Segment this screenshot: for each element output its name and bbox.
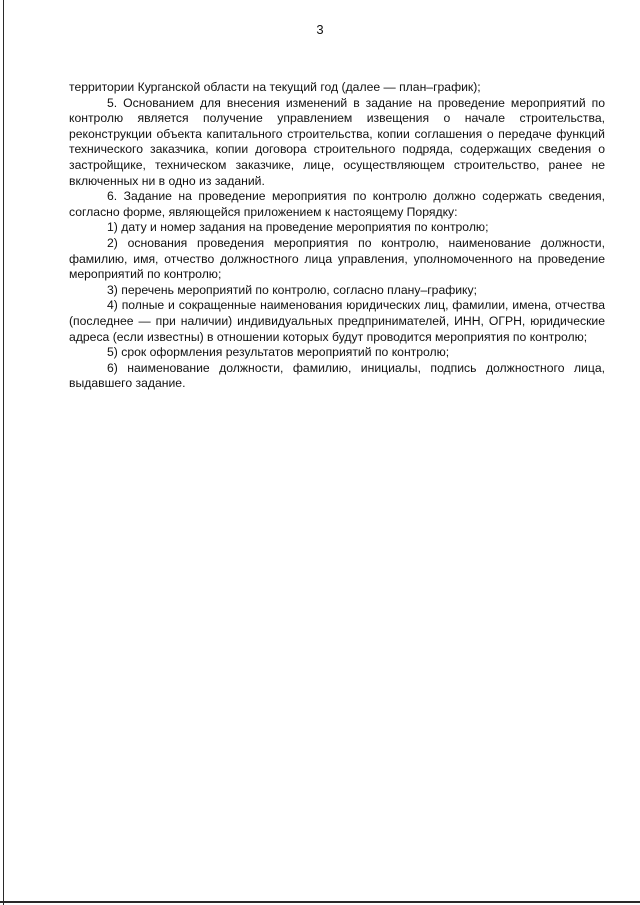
paragraph-item-6: 6. Задание на проведение мероприятия по контролю должно содержать сведения, согласно форме, являющейся приложением к настоящему Порядку: [69,189,605,219]
list-item-2: 2) основания проведения мероприятия по контролю, наименование должности, фамилию, имя, отчество должностного лица управления, уполномоченного на проведение мероприятий по контролю; [69,235,605,282]
list-item-6: 6) наименование должности, фамилию, инициалы, подпись должностного лица, выдавшего задание. [69,360,605,391]
scan-edge-left [3,0,4,905]
list-item-4: 4) полные и сокращенные наименования юридических лиц, фамилии, имена, отчества (последнее — при наличии) индивидуальных предпринимателей, ИНН, ОГРН, юридические адреса (если известны) в отношении которых будут проводится мероприятия по контролю; [69,298,605,344]
list-item-3: 3) перечень мероприятий по контролю, согласно плану–графику; [107,282,478,297]
document-body [69,80,605,392]
paragraph-item-5: 5. Основанием для внесения изменений в задание на проведение мероприятий по контролю является получение управлением извещения о начале строительства, реконструкции объекта капитального строительства, копии соглашения о передаче функций технического заказчика, копии договора строительного подряда, содержащих сведения о застройщике, техническом заказчике, лице, осуществляющем строительство, ранее не включенных ни в одно из заданий. [69,95,605,188]
paragraph-continuation: территории Курганской области на текущий год (далее — план–график); [69,80,481,94]
page-number: 3 [316,22,324,37]
list-item-1: 1) дату и номер задания на проведение мероприятия по контролю; [107,220,489,235]
scan-edge-bottom [0,901,640,903]
list-item-5: 5) срок оформления результатов мероприятий по контролю; [107,345,450,360]
